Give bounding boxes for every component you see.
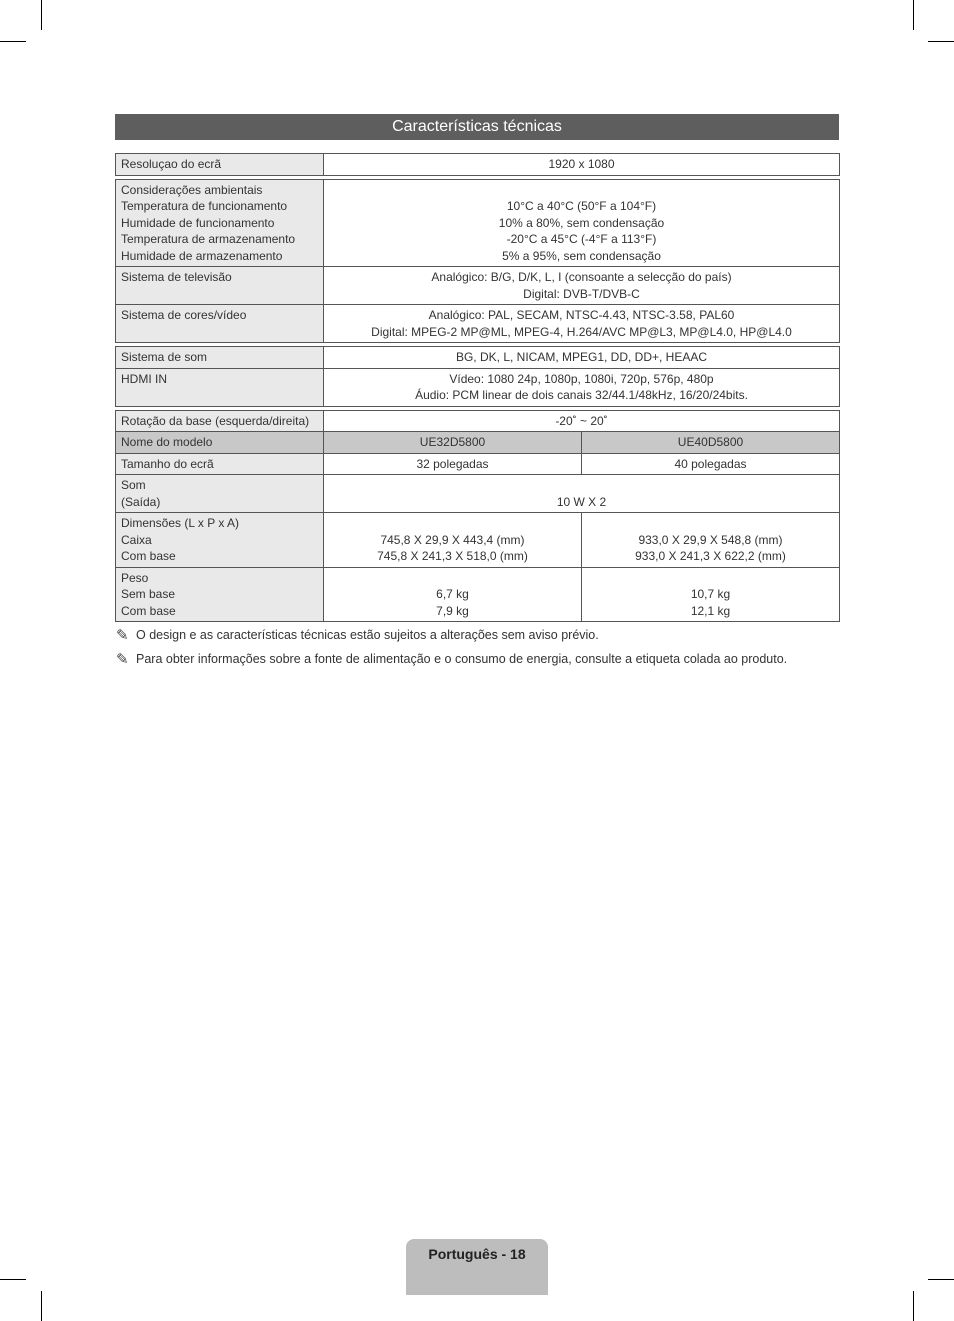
row-label: Som (Saída) (116, 475, 324, 513)
row-value: 1920 x 1080 (324, 154, 840, 176)
row-label: Sistema de televisão (116, 267, 324, 305)
table-row (116, 267, 840, 305)
row-label: HDMI IN (116, 368, 324, 406)
row-label: Peso Sem base Com base (116, 567, 324, 622)
notes (116, 627, 846, 675)
row-label: Nome do modelo (116, 432, 324, 454)
table-row (116, 410, 840, 432)
pencil-icon: ✎ (116, 627, 129, 644)
model-a: UE32D5800 (324, 432, 582, 454)
row-value: BG, DK, L, NICAM, MPEG1, DD, DD+, HEAAC (324, 347, 840, 369)
spec-table (115, 153, 840, 622)
table-row (116, 347, 840, 369)
row-label: Tamanho do ecrã (116, 453, 324, 475)
crop-mark (928, 41, 954, 42)
section-title: Características técnicas (115, 114, 839, 140)
model-b: UE40D5800 (582, 432, 840, 454)
value-a: 32 polegadas (324, 453, 582, 475)
crop-mark (0, 1279, 26, 1280)
row-label: Rotação da base (esquerda/direita) (116, 410, 324, 432)
table-row (116, 513, 840, 568)
row-value: Analógico: B/G, D/K, L, I (consoante a selecção do país) Digital: DVB-T/DVB-C (324, 267, 840, 305)
crop-mark (41, 0, 42, 30)
crop-mark (928, 1279, 954, 1280)
table-row (116, 154, 840, 176)
row-value: Analógico: PAL, SECAM, NTSC-4.43, NTSC-3.58, PAL60 Digital: MPEG-2 MP@ML, MPEG-4, H.264/AVC MP@L3, MP@L4.0, HP@L4.0 (324, 305, 840, 343)
table-row (116, 567, 840, 622)
value-a: 745,8 X 29,9 X 443,4 (mm) 745,8 X 241,3 X 518,0 (mm) (324, 513, 582, 568)
row-label: Dimensões (L x P x A) Caixa Com base (116, 513, 324, 568)
row-label: Considerações ambientais Temperatura de funcionamento Humidade de funcionamento Temperatura de armazenamento Humidade de armazenamento (116, 179, 324, 267)
value-b: 40 polegadas (582, 453, 840, 475)
table-row (116, 475, 840, 513)
crop-mark (41, 1291, 42, 1321)
value-b: 933,0 X 29,9 X 548,8 (mm) 933,0 X 241,3 X 622,2 (mm) (582, 513, 840, 568)
crop-mark (913, 1291, 914, 1321)
note-item (116, 627, 846, 644)
table-row (116, 368, 840, 406)
note-item (116, 651, 846, 668)
row-label: Sistema de cores/vídeo (116, 305, 324, 343)
crop-mark (0, 41, 26, 42)
row-value: Vídeo: 1080 24p, 1080p, 1080i, 720p, 576p, 480p Áudio: PCM linear de dois canais 32/44.1/48kHz, 16/20/24bits. (324, 368, 840, 406)
page-number-tab: Português - 18 (406, 1239, 548, 1295)
crop-mark (913, 0, 914, 30)
table-row (116, 453, 840, 475)
value-b: 10,7 kg 12,1 kg (582, 567, 840, 622)
note-text: Para obter informações sobre a fonte de alimentação e o consumo de energia, consulte a etiqueta colada ao produto. (136, 652, 788, 666)
note-text: O design e as características técnicas estão sujeitos a alterações sem aviso prévio. (136, 628, 599, 642)
row-value: 10°C a 40°C (50°F a 104°F) 10% a 80%, sem condensação -20°C a 45°C (-4°F a 113°F) 5% a 95%, sem condensação (324, 179, 840, 267)
table-row-model (116, 432, 840, 454)
value-a: 6,7 kg 7,9 kg (324, 567, 582, 622)
table-row (116, 179, 840, 267)
table-row (116, 305, 840, 343)
row-label: Sistema de som (116, 347, 324, 369)
row-value: -20˚ ~ 20˚ (324, 410, 840, 432)
row-label: Resoluçao do ecrã (116, 154, 324, 176)
row-value: 10 W X 2 (324, 475, 840, 513)
pencil-icon: ✎ (116, 651, 129, 668)
